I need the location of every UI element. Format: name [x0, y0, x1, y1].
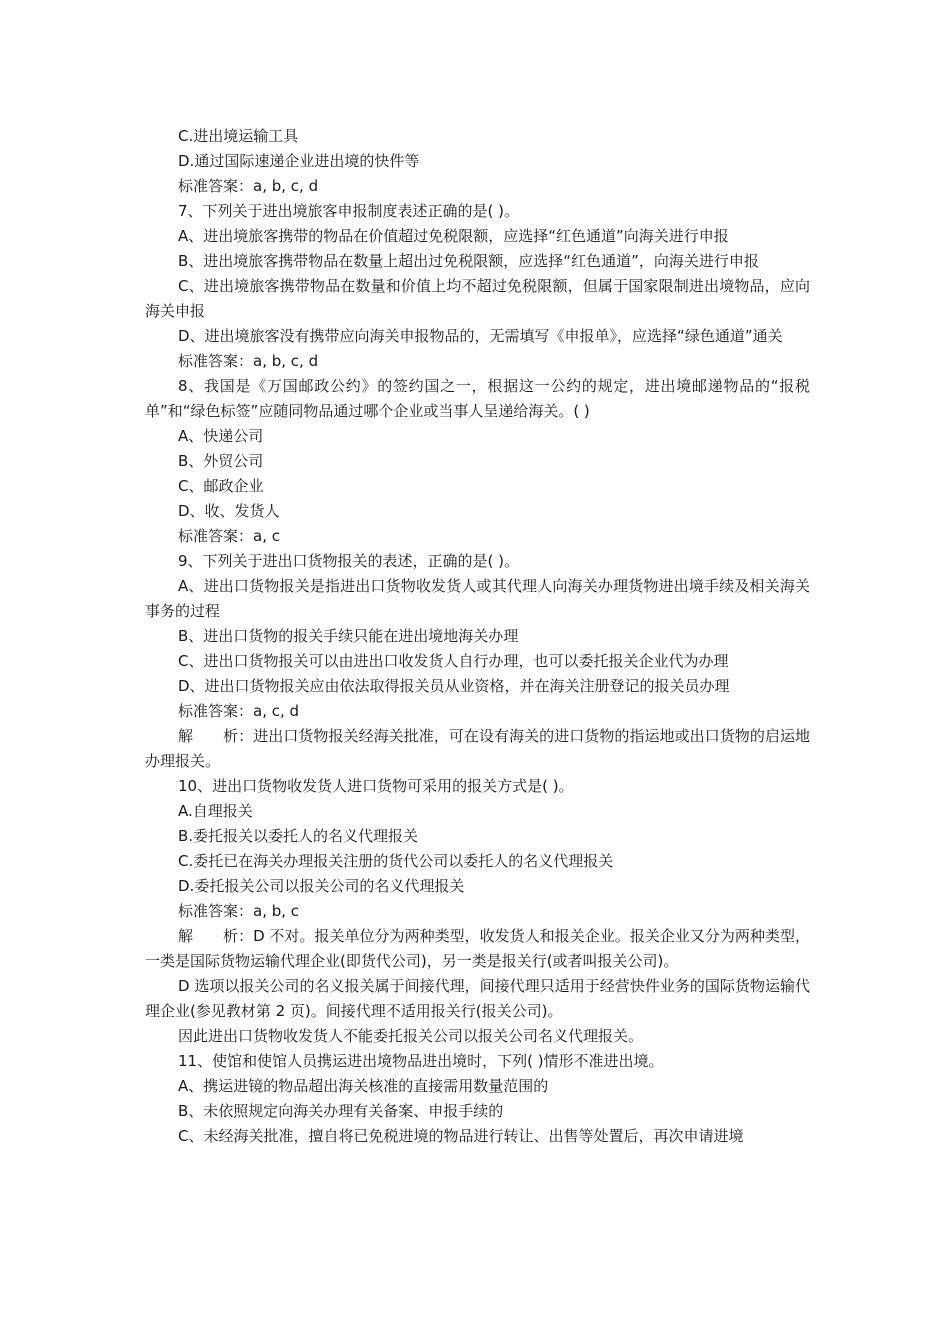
paragraph-8: D、进出境旅客没有携带应向海关申报物品的，无需填写《申报单》，应选择“绿色通道”通关 [178, 327, 783, 345]
paragraph-13: C、邮政企业 [178, 477, 264, 495]
paragraph-22: 解 析：进出口货物报关经海关批准，可在设有海关的进口货物的指运地或出口货物的启运地办理报关。 [145, 727, 810, 770]
paragraph-24: A.自理报关 [178, 802, 253, 820]
paragraph-5: A、进出境旅客携带的物品在价值超过免税限额，应选择“红色通道”向海关进行申报 [178, 227, 729, 245]
document-body [145, 124, 810, 1149]
paragraph-3: 标准答案：a, b, c, d [178, 177, 319, 195]
paragraph-35: C、未经海关批准，擅自将已免税进境的物品进行转让、出售等处置后，再次申请进境 [178, 1127, 744, 1145]
paragraph-6: B、进出境旅客携带物品在数量上超出过免税限额，应选择“红色通道”，向海关进行申报 [178, 252, 759, 270]
paragraph-17: A、进出口货物报关是指进出口货物收发货人或其代理人向海关办理货物进出境手续及相关海关事务的过程 [145, 577, 810, 620]
paragraph-7: C、进出境旅客携带物品在数量和价值上均不超过免税限额，但属于国家限制进出境物品，应向海关申报 [145, 277, 810, 320]
paragraph-16: 9、下列关于进出口货物报关的表述，正确的是( )。 [178, 552, 520, 570]
paragraph-12: B、外贸公司 [178, 452, 264, 470]
paragraph-25: B.委托报关以委托人的名义代理报关 [178, 827, 419, 845]
paragraph-32: 11、使馆和使馆人员携运进出境物品进出境时，下列( )情形不准进出境。 [178, 1052, 664, 1070]
paragraph-33: A、携运进镜的物品超出海关核准的直接需用数量范围的 [178, 1077, 549, 1095]
paragraph-15: 标准答案：a, c [178, 527, 280, 545]
paragraph-28: 标准答案：a, b, c [178, 902, 300, 920]
paragraph-9: 标准答案：a, b, c, d [178, 352, 319, 370]
paragraph-23: 10、进出口货物收发货人进口货物可采用的报关方式是( )。 [178, 777, 574, 795]
paragraph-18: B、进出口货物的报关手续只能在进出境地海关办理 [178, 627, 519, 645]
paragraph-10: 8、我国是《万国邮政公约》的签约国之一，根据这一公约的规定，进出境邮递物品的“报税单”和“绿色标签”应随同物品通过哪个企业或当事人呈递给海关。( ) [145, 377, 810, 420]
paragraph-4: 7、下列关于进出境旅客申报制度表述正确的是( )。 [178, 202, 520, 220]
paragraph-1: C.进出境运输工具 [178, 127, 299, 145]
paragraph-20: D、进出口货物报关应由依法取得报关员从业资格，并在海关注册登记的报关员办理 [178, 677, 730, 695]
paragraph-19: C、进出口货物报关可以由进出口收发货人自行办理，也可以委托报关企业代为办理 [178, 652, 729, 670]
paragraph-34: B、未依照规定向海关办理有关备案、申报手续的 [178, 1102, 504, 1120]
paragraph-27: D.委托报关公司以报关公司的名义代理报关 [178, 877, 465, 895]
paragraph-29: 解 析：D 不对。报关单位分为两种类型，收发货人和报关企业。报关企业又分为两种类型，一类是国际货物运输代理企业(即货代公司)，另一类是报关行(或者叫报关公司)。 [145, 927, 810, 970]
paragraph-14: D、收、发货人 [178, 502, 280, 520]
paragraph-31: 因此进出口货物收发货人不能委托报关公司以报关公司名义代理报关。 [178, 1027, 644, 1045]
paragraph-26: C.委托已在海关办理报关注册的货代公司以委托人的名义代理报关 [178, 852, 614, 870]
paragraph-11: A、快递公司 [178, 427, 264, 445]
paragraph-30: D 选项以报关公司的名义报关属于间接代理，间接代理只适用于经营快件业务的国际货物运输代理企业(参见教材第 2 页)。间接代理不适用报关行(报关公司)。 [145, 977, 810, 1020]
paragraph-2: D.通过国际速递企业进出境的快件等 [178, 152, 420, 170]
paragraph-21: 标准答案：a, c, d [178, 702, 300, 720]
